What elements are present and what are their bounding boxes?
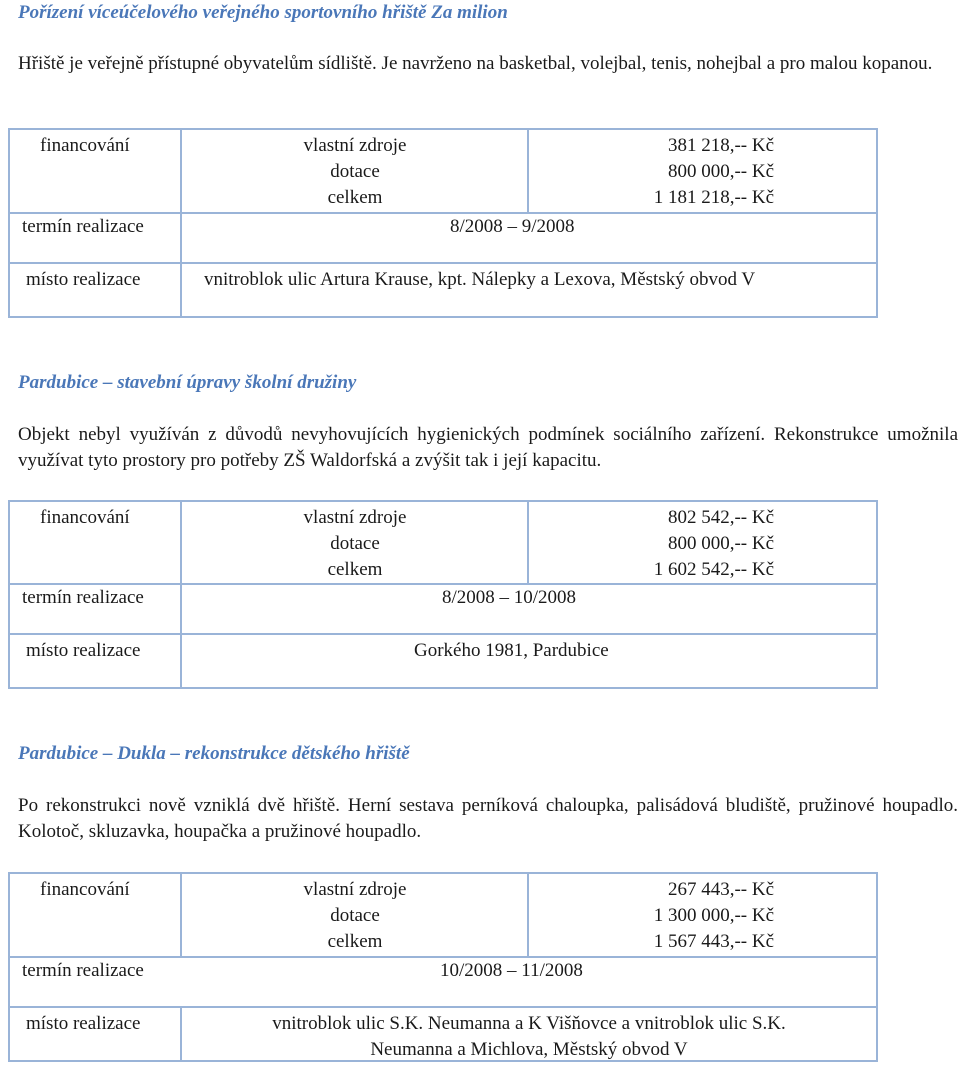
place-label: místo realizace [26,269,141,290]
term-value: 8/2008 – 9/2008 [450,216,575,237]
section-description: Hřiště je veřejně přístupné obyvatelům sídliště. Je navrženo na basketbal, volejbal, tenis, nohejbal a pro malou kopanou. [18,53,933,74]
financing-table [8,128,878,318]
table-divider [180,130,182,316]
source-total: celkem [327,187,383,208]
table-divider [10,1006,876,1008]
amount-grant: 1 300 000,-- Kč [653,905,774,926]
table-divider [527,874,529,956]
term-label: termín realizace [22,587,144,608]
amount-own: 267 443,-- Kč [667,879,774,900]
amount-total: 1 567 443,-- Kč [653,931,774,952]
place-label: místo realizace [26,1013,141,1034]
source-total: celkem [327,931,383,952]
table-divider [527,130,529,212]
term-value: 10/2008 – 11/2008 [440,960,583,981]
financing-label: financování [40,135,130,156]
section-description: Po rekonstrukci nově vzniklá dvě hřiště. Herní sestava perníková chaloupka, palisádová bludiště, pružinové houpadlo. Kolotoč, skluzavka, houpačka a pružinové houpadlo. [18,795,958,842]
source-grant: dotace [330,905,380,926]
source-own: vlastní zdroje [303,135,407,156]
source-own: vlastní zdroje [303,507,407,528]
place-value: Gorkého 1981, Pardubice [414,640,609,661]
financing-table [8,500,878,689]
source-total: celkem [327,559,383,580]
financing-label: financování [40,507,130,528]
place-label: místo realizace [26,640,141,661]
table-divider [180,874,182,956]
table-divider [10,262,876,264]
section-title: Pardubice – Dukla – rekonstrukce dětského hřiště [18,743,410,764]
place-value-line2: Neumanna a Michlova, Městský obvod V [370,1039,688,1060]
place-value-line1: vnitroblok ulic S.K. Neumanna a K Višňovce a vnitroblok ulic S.K. [272,1013,786,1034]
section-title: Pořízení víceúčelového veřejného sportovního hřiště Za milion [18,2,508,23]
source-own: vlastní zdroje [303,879,407,900]
financing-table [8,872,878,1062]
amount-grant: 800 000,-- Kč [667,161,774,182]
place-value: vnitroblok ulic Artura Krause, kpt. Nálepky a Lexova, Městský obvod V [204,269,756,290]
section-title: Pardubice – stavební úpravy školní družiny [18,372,357,393]
amount-own: 802 542,-- Kč [667,507,774,528]
table-divider [527,502,529,583]
amount-total: 1 181 218,-- Kč [653,187,774,208]
amount-total: 1 602 542,-- Kč [653,559,774,580]
table-divider [10,633,876,635]
source-grant: dotace [330,533,380,554]
term-label: termín realizace [22,216,144,237]
source-grant: dotace [330,161,380,182]
table-divider [180,502,182,687]
financing-label: financování [40,879,130,900]
amount-own: 381 218,-- Kč [667,135,774,156]
section-description: Objekt nebyl využíván z důvodů nevyhovujících hygienických podmínek sociálního zařízení. Rekonstrukce umožnila využívat tyto prostory pro potřeby ZŠ Waldorfská a zvýšit tak i její kapacitu. [18,424,958,471]
term-value: 8/2008 – 10/2008 [442,587,577,608]
term-label: termín realizace [22,960,144,981]
amount-grant: 800 000,-- Kč [667,533,774,554]
